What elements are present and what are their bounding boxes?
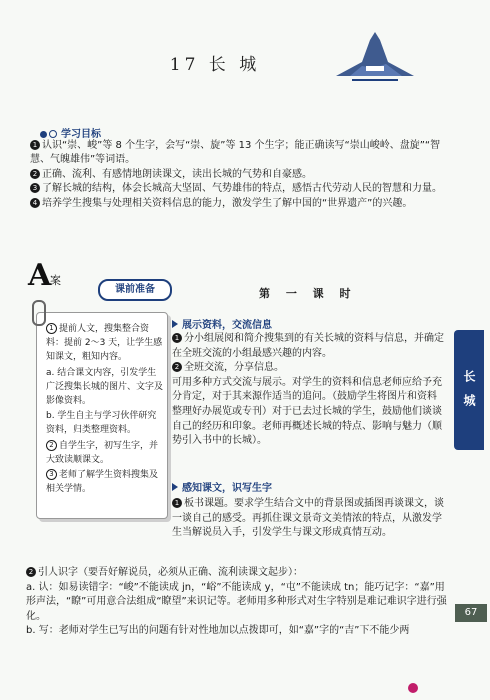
page-number: 67 — [455, 604, 487, 622]
prep-item: 3 老师了解学生资料搜集及相关学情。 — [46, 470, 159, 495]
goal-item: 3 了解长城的结构，体会长城高大坚固、气势雄伟的特点，感悟古代劳动人民的智慧和力量。 — [30, 182, 450, 196]
chapter-side-tab: 长 城 — [454, 330, 484, 450]
goal-item: 1 认识“崇、峻”等 8 个生字，会写“崇、旋”等 13 个生字；能正确读写“崇山峻岭、盘旋”“智慧、气魄雄伟”等词语。 — [30, 140, 441, 166]
lesson-item: a. 认：如易读错字：“峻”不能读成 jn，“峪”不能读成 y，“屯”不能读成 tn；能巧记字：“嘉”用形声法，“瞭”可用意合法组成“瞭望”来识记等。老师用多种形式对生字特别是难记难识字进行强化。 — [26, 581, 447, 622]
lesson-item: 1 分小组展阅和简介搜集到的有关长城的资料与信息，并确定在全班交流的小组最感兴趣的内容。 — [172, 333, 444, 359]
prep-item: 1 提前人文，搜集整合资料：提前 2～3 天，让学生感知课文，粗知内容。 — [46, 324, 163, 363]
a-case-suffix: 案 — [50, 274, 61, 287]
goals-heading: 学习目标 — [40, 125, 101, 140]
section2-content — [172, 497, 444, 541]
lesson-item: b. 写：老师对学生已写出的问题有针对性地加以点拨即可，如“嘉”字的“吉”下不能少两 — [26, 625, 410, 637]
section-heading: 展示资料，交流信息 — [172, 316, 272, 331]
literacy-section — [26, 566, 450, 639]
lesson-item: 1 板书课题。要求学生结合文中的背景图或插图再谈课文，谈一谈自己的感受。再抓住课文景奇文美情浓的特点，从激发学生当解说员入手，引发学生与课文形成真情互动。 — [172, 498, 444, 539]
prep-item: a. 结合课文内容，引发学生广泛搜集长城的图片、文字及影像资料。 — [46, 367, 164, 407]
lesson-item: 可用多种方式交流与展示。对学生的资料和信息老师应给予充分肯定，对于其来源作适当的追问。（鼓励学生将图片和资料整理好办展览或专刊）对于已去过长城的学生，鼓励他们谈谈自己的经历和印象。老师再概述长城的特点、影响与魅力（顺势引入书中的长城）。 — [172, 376, 442, 447]
prep-badge: 课前准备 — [98, 279, 172, 301]
goals-list — [30, 139, 450, 211]
section1-content — [172, 332, 444, 449]
lesson-period-title: 第 一 课 时 — [259, 287, 357, 300]
goal-item: 2 正确、流利、有感情地朗读课文，读出长城的气势和自豪感。 — [30, 168, 450, 182]
paperclip-icon — [32, 300, 46, 326]
goal-item: 4 培养学生搜集与处理相关资料信息的能力，激发学生了解中国的“世界遗产”的兴趣。 — [30, 197, 450, 211]
great-wall-emblem-icon — [332, 30, 418, 85]
decorative-dot — [408, 683, 418, 693]
prep-content — [46, 322, 164, 497]
lesson-item: 2 引人识字（要吾好解说员，必须从正确、流利读课文起步）： — [26, 566, 450, 581]
lesson-title: 17 长 城 — [169, 55, 261, 75]
lesson-item: 2 全班交流，分享信息。 — [172, 361, 444, 376]
a-case-letter: A — [28, 258, 52, 293]
section-heading: 感知课文，识写生字 — [172, 479, 272, 494]
prep-item: 2 自学生字，初写生字，并大致读顺课文。 — [46, 440, 159, 465]
prep-item: b. 学生自主与学习伙伴研究资料，归类整理资料。 — [46, 411, 157, 436]
